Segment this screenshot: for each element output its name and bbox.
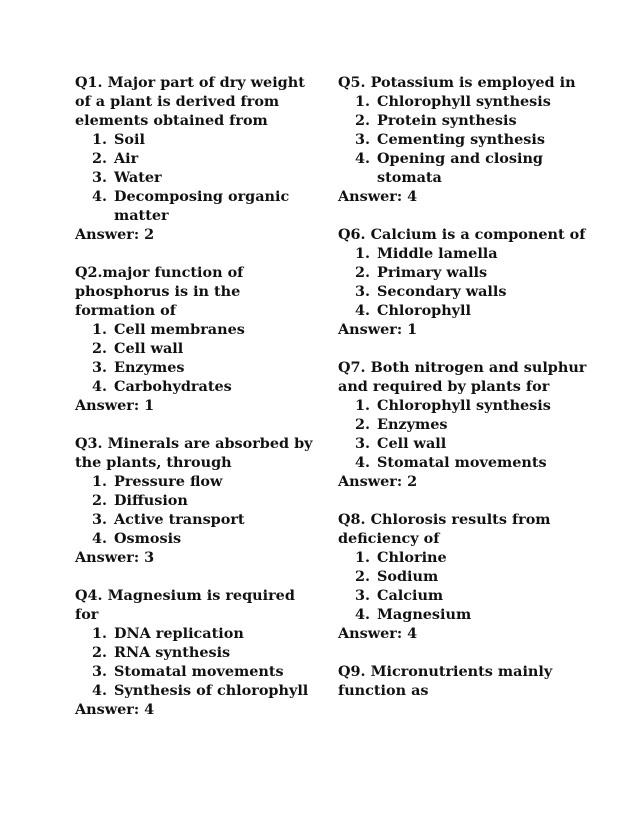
left-column bbox=[75, 73, 315, 738]
option-item: 4. Stomatal movements bbox=[375, 453, 598, 472]
option-item: 1. Pressure flow bbox=[112, 472, 315, 491]
option-item: 4. Decomposing organic matter bbox=[112, 187, 315, 225]
answer-text: Answer: 1 bbox=[338, 321, 418, 338]
question-text: Q5. Potassium is employed in bbox=[338, 74, 576, 91]
option-item: 2. Sodium bbox=[375, 567, 598, 586]
option-list bbox=[75, 624, 315, 700]
answer-text: Answer: 4 bbox=[75, 701, 155, 718]
question-block bbox=[75, 586, 315, 719]
option-item: 1. DNA replication bbox=[112, 624, 315, 643]
option-item: 3. Active transport bbox=[112, 510, 315, 529]
question-text: Q4. Magnesium is required for bbox=[75, 587, 295, 623]
answer-text: Answer: 1 bbox=[75, 397, 155, 414]
question-block bbox=[75, 263, 315, 415]
option-item: 1. Soil bbox=[112, 130, 315, 149]
answer-text: Answer: 4 bbox=[338, 188, 418, 205]
option-item: 3. Water bbox=[112, 168, 315, 187]
question-block bbox=[75, 73, 315, 244]
question-text: Q1. Major part of dry weight of a plant is derived from elements obtained from bbox=[75, 74, 305, 129]
option-list bbox=[338, 244, 598, 320]
option-item: 2. Primary walls bbox=[375, 263, 598, 282]
question-text: Q2.major function of phosphorus is in the formation of bbox=[75, 264, 244, 319]
question-text: Q6. Calcium is a component of bbox=[338, 226, 586, 243]
option-item: 3. Stomatal movements bbox=[112, 662, 315, 681]
question-block bbox=[338, 510, 598, 643]
option-item: 4. Carbohydrates bbox=[112, 377, 315, 396]
question-block bbox=[338, 662, 598, 700]
option-item: 4. Osmosis bbox=[112, 529, 315, 548]
option-item: 3. Cell wall bbox=[375, 434, 598, 453]
option-item: 2. Cell wall bbox=[112, 339, 315, 358]
option-item: 1. Middle lamella bbox=[375, 244, 598, 263]
question-text: Q9. Micronutrients mainly function as bbox=[338, 663, 553, 699]
question-text: Q7. Both nitrogen and sulphur and required by plants for bbox=[338, 359, 587, 395]
question-block bbox=[75, 434, 315, 567]
option-item: 3. Enzymes bbox=[112, 358, 315, 377]
option-list bbox=[338, 92, 598, 187]
question-text: Q8. Chlorosis results from deficiency of bbox=[338, 511, 551, 547]
option-item: 4. Opening and closing stomata bbox=[375, 149, 598, 187]
option-item: 3. Secondary walls bbox=[375, 282, 598, 301]
option-item: 3. Cementing synthesis bbox=[375, 130, 598, 149]
option-item: 2. RNA synthesis bbox=[112, 643, 315, 662]
option-item: 4. Chlorophyll bbox=[375, 301, 598, 320]
option-item: 1. Chlorophyll synthesis bbox=[375, 92, 598, 111]
option-item: 4. Synthesis of chlorophyll bbox=[112, 681, 315, 700]
option-item: 2. Protein synthesis bbox=[375, 111, 598, 130]
option-item: 2. Diffusion bbox=[112, 491, 315, 510]
option-item: 4. Magnesium bbox=[375, 605, 598, 624]
option-item: 3. Calcium bbox=[375, 586, 598, 605]
question-block bbox=[338, 73, 598, 206]
answer-text: Answer: 4 bbox=[338, 625, 418, 642]
answer-text: Answer: 2 bbox=[338, 473, 418, 490]
option-item: 2. Air bbox=[112, 149, 315, 168]
right-column bbox=[338, 73, 598, 719]
question-block bbox=[338, 358, 598, 491]
option-list bbox=[75, 130, 315, 225]
question-text: Q3. Minerals are absorbed by the plants, through bbox=[75, 435, 313, 471]
option-list bbox=[75, 320, 315, 396]
answer-text: Answer: 2 bbox=[75, 226, 155, 243]
option-list bbox=[75, 472, 315, 548]
option-item: 1. Chlorine bbox=[375, 548, 598, 567]
option-list bbox=[338, 548, 598, 624]
option-list bbox=[338, 396, 598, 472]
option-item: 2. Enzymes bbox=[375, 415, 598, 434]
option-item: 1. Chlorophyll synthesis bbox=[375, 396, 598, 415]
question-block bbox=[338, 225, 598, 339]
option-item: 1. Cell membranes bbox=[112, 320, 315, 339]
answer-text: Answer: 3 bbox=[75, 549, 155, 566]
